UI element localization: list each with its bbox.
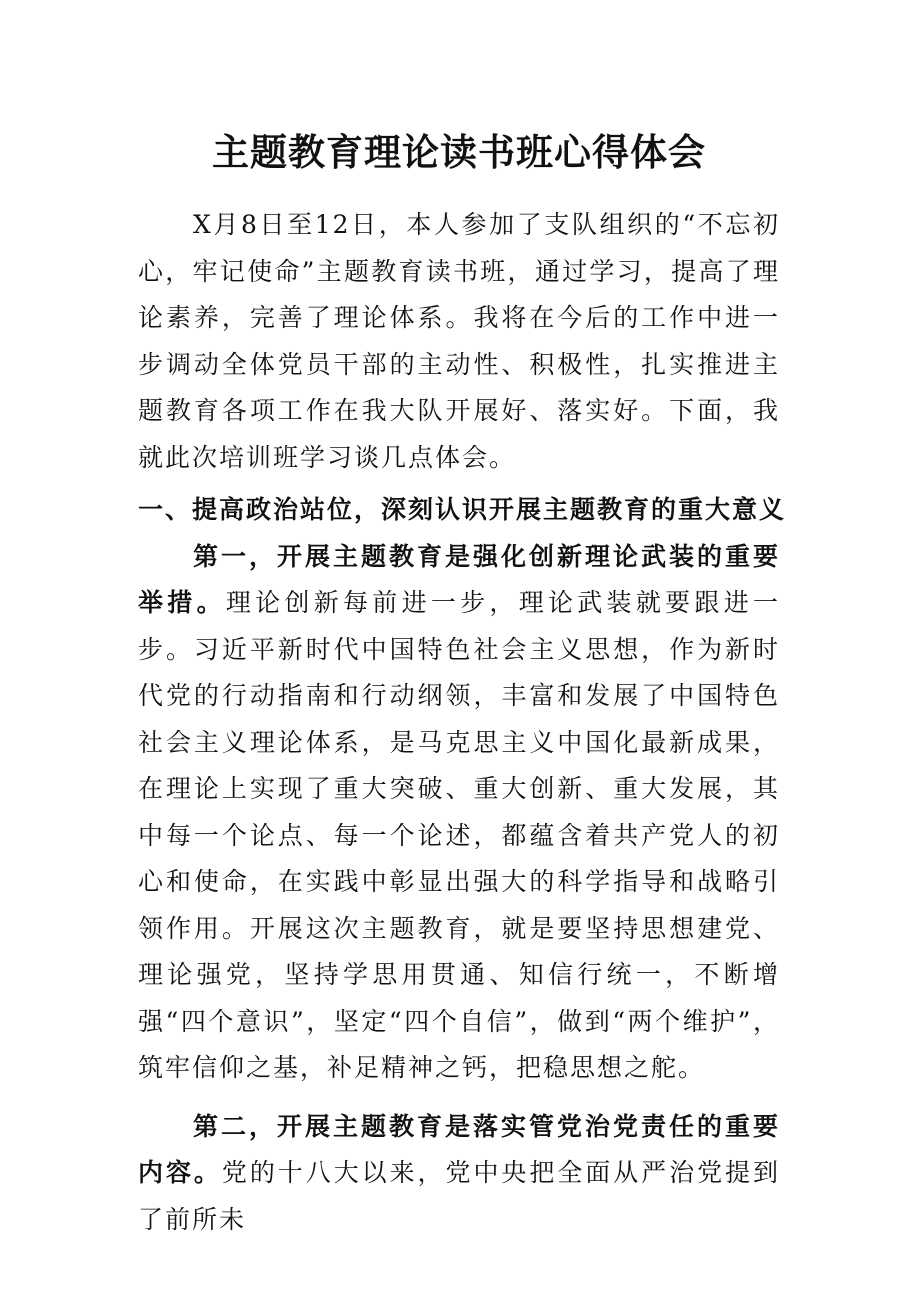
point-1-lead: 第一，开展主题教育是强化创新理论武装的重要举措。 xyxy=(138,541,780,617)
document-title: 主题教育理论读书班心得体会 xyxy=(212,131,706,174)
point-1-paragraph xyxy=(138,534,780,1092)
point-2-paragraph xyxy=(138,1104,780,1244)
point-2-body: 党的十八大以来，党中央把全面从严治党提到了前所未 xyxy=(138,1158,780,1234)
point-1-body: 理论创新每前进一步，理论武装就要跟进一步。习近平新时代中国特色社会主义思想，作为新时代党的行动指南和行动纲领，丰富和发展了中国特色社会主义理论体系，是马克思主义中国化最新成果，在理论上实现了重大突破、重大创新、重大发展，其中每一个论点、每一个论述，都蕴含着共产党人的初心和使命，在实践中彰显出强大的科学指导和战略引领作用。开展这次主题教育，就是要坚持思想建党、理论强党，坚持学思用贯通、知信行统一，不断增强“四个意识”，坚定“四个自信”，做到“两个维护”，筑牢信仰之基，补足精神之钙，把稳思想之舵。 xyxy=(138,588,780,1082)
intro-paragraph: X月8日至12日，本人参加了支队组织的“不忘初心，牢记使命”主题教育读书班，通过学习，提高了理论素养，完善了理论体系。我将在今后的工作中进一步调动全体党员干部的主动性、积极性，扎实推进主题教育各项工作在我大队开展好、落实好。下面，我就此次培训班学习谈几点体会。 xyxy=(138,210,780,472)
section-heading-1: 一、提高政治站位，深刻认识开展主题教育的重大意义 xyxy=(138,495,787,524)
point-2-lead: 第二，开展主题教育是落实管党治党责任的重要内容。 xyxy=(138,1111,780,1187)
